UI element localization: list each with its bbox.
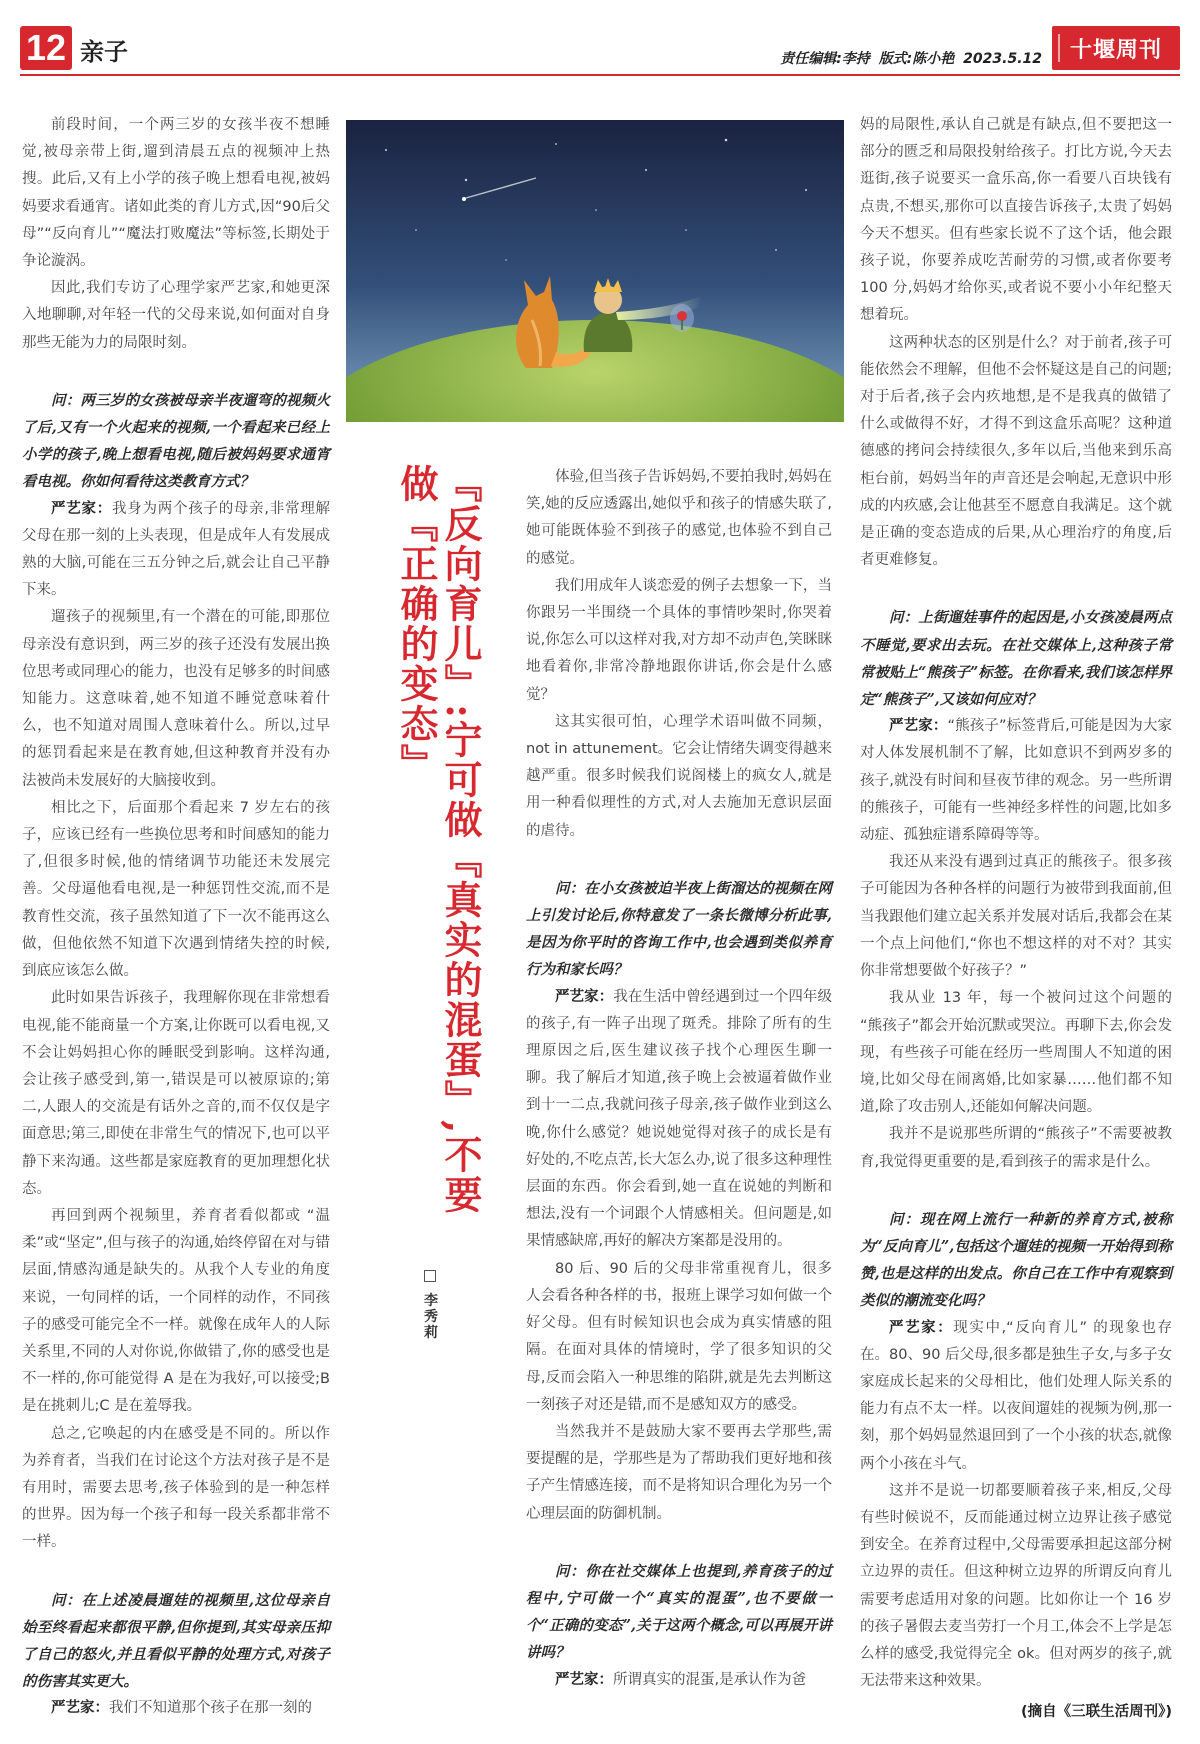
rose-figure — [670, 304, 694, 332]
interview-question: 问：上街遛娃事件的起因是,小女孩凌晨两点不睡觉,要求出去玩。在社交媒体上,这种孩子常常被贴上“熊孩子”标签。在你看来,我们该怎样界定“熊孩子”,又该如何应对？ — [860, 609, 1172, 709]
editor-label: 责任编辑:李持 — [780, 51, 870, 67]
source-credit: (摘自《三联生活周刊》) — [1020, 1704, 1172, 1721]
speaker-label: 严艺家： — [555, 1671, 613, 1688]
section-title: 亲子 — [80, 38, 128, 66]
interview-answer — [526, 984, 832, 1256]
interview-answer — [22, 496, 330, 605]
answer-text: 所谓真实的混蛋,是承认作为爸 — [613, 1671, 807, 1688]
answer-text: “熊孩子”标签背后,可能是因为大家对人体发展机制不了解，比如意识不到两岁多的孩子,就没有时间和昼夜节律的观念。另一些所谓的熊孩子，可能有一些神经多样性的问题,比如多动症、孤独症谱系障碍等等。 — [860, 718, 1173, 844]
interview-answer — [22, 1695, 330, 1722]
speaker-label: 严艺家： — [555, 988, 614, 1005]
body-paragraph: 因此,我们专访了心理学家严艺家,和她更深入地聊聊,对年轻一代的父母来说,如何面对自身那些无能为力的局限时刻。 — [22, 280, 330, 351]
body-paragraph: 再回到两个视频里，养育者看似都或 “温柔”或“坚定”,但与孩子的沟通,始终停留在对与错层面,情感沟通是缺失的。从我个人专业的角度来说，一句同样的话，一个同样的动作，不同孩子的感受可能完全不一样。就像在成年人的人际关系里,不同的人对你说,你做错了,你的感受也是不一样的,你可能觉得 A 是在为我好,可以接受;B 是在挑刺儿;C 是在羞辱我。 — [22, 1207, 330, 1415]
answer-text: 现实中,“反向育儿” 的现象也存在。80、90 后父母,很多都是独生子女,与多子女家庭成长起来的父母相比，他们处理人际关系的能力有点不太一样。以夜间遛娃的视频为例,那一刻，那个妈妈显然退回到了一个小孩的状态,就像两个小孩在斗气。 — [860, 1319, 1172, 1472]
speaker-label: 严艺家： — [889, 1319, 954, 1336]
article-column-2 — [526, 464, 832, 1694]
masthead-title: 十堰周刊 — [1069, 36, 1162, 63]
body-paragraph: 遛孩子的视频里,有一个潜在的可能,即那位母亲没有意识到，两三岁的孩子还没有发展出换位思考或同理心的能力，也没有足够多的时间感知能力。这意味着,她不知道不睡觉意味着什么，也不知道对周围人意味着什么。所以,过早的惩罚看起来是在教育她,但这种教育并没有办法被尚未发展好的大脑接收到。 — [22, 609, 330, 789]
speaker-label: 严艺家： — [889, 718, 948, 735]
issue-date: 2023.5.12 — [963, 51, 1042, 67]
page-header — [20, 26, 1180, 72]
body-paragraph: 80 后、90 后的父母非常重视育儿，很多人会看各种各样的书，报班上课学习如何做一个好父母。但有时候知识也会成为真实情感的阻隔。在面对具体的情境时，学了很多知识的父母,反而会陷入一种思维的陷阱,就是先去判断这一刻孩子对还是错,而不是感知双方的感受。 — [526, 1260, 832, 1413]
article-column-3 — [860, 112, 1172, 1727]
body-paragraph: 这并不是说一切都要顺着孩子来,相反,父母有些时候说不，反而能通过树立边界让孩子感觉到安全。在养育过程中,父母需要承担起这部分树立边界的责任。但这种树立边界的所谓反向育儿需要考虑适用对象的问题。比如你让一个 16 岁的孩子暑假去麦当劳打一个月工,体会不上学是怎么样的感受,我觉得完全 ok。但对两岁的孩子,就无法带来这种效果。 — [860, 1482, 1172, 1690]
page-number: 12 — [20, 26, 72, 70]
body-paragraph: 相比之下，后面那个看起来 7 岁左右的孩子，应该已经有一些换位思考和时间感知的能力了,但很多时候,他的情绪调节功能还未发展完善。父母逼他看电视,是一种惩罚性交流,而不是教育性交流，孩子虽然知道了下一次不能再这么做，但他依然不知道下次遇到情绪失控的时候,到底应该怎么做。 — [22, 799, 330, 980]
body-paragraph: 这两种状态的区别是什么？对于前者,孩子可能依然会不理解，但他不会怀疑这是自己的问题;对于后者,孩子会内疚地想,是不是我真的做错了什么或做得不好，才得不到这盒乐高呢？这种道德感的拷问会持续很久,多年以后,当他来到乐高柜台前，妈妈当年的声音还是会响起,无意识中形成的内疚感,会让他甚至不愿意自我满足。这个就是正确的变态造成的后果,从心理治疗的角度,后者更难修复。 — [860, 334, 1172, 569]
interview-answer — [526, 1667, 832, 1694]
body-paragraph: 妈的局限性,承认自己就是有缺点,但不要把这一部分的匮乏和局限投射给孩子。打比方说,今天去逛街,孩子说要买一盒乐高,你一看要八百块钱有点贵,不想买,那你可以直接告诉孩子,太贵了妈妈今天不想买。但有些家长说不了这个话，他会跟孩子说，你要养成吃苦耐劳的习惯,或者你要考 100 分,妈妈才给你买,或者说不要小小年纪整天想着玩。 — [860, 117, 1172, 324]
interview-question: 问：两三岁的女孩被母亲半夜遛弯的视频火了后,又有一个火起来的视频,一个看起来已经上小学的孩子,晚上想看电视,随后被妈妈要求通宵看电视。你如何看待这类教育方式？ — [22, 391, 330, 491]
header-divider — [20, 74, 1180, 76]
body-paragraph: 体验,但当孩子告诉妈妈,不要拍我时,妈妈在笑,她的反应透露出,她似乎和孩子的情感失联了,她可能既体验不到孩子的感觉,也体验不到自己的感觉。 — [526, 469, 832, 567]
article-title: 『反向育儿』:宁可做『真实的混蛋』,不要做『正确的变态』 — [394, 464, 483, 1216]
interview-question: 问：你在社交媒体上也提到,养育孩子的过程中,宁可做一个“真实的混蛋”,也不要做一个“正确的变态”,关于这两个概念,可以再展开讲讲吗？ — [526, 1562, 832, 1662]
article-title-block — [394, 464, 500, 1244]
answer-text: 我们不知道那个孩子在那一刻的 — [109, 1700, 312, 1717]
illustration-fox-prince — [346, 120, 844, 422]
body-paragraph: 前段时间，一个两三岁的女孩半夜不想睡觉,被母亲带上街,遛到清晨五点的视频冲上热搜。此后,又有上小学的孩子晚上想看电视,被妈妈要求看通宵。诸如此类的育儿方式,因“90后父母”“反向育儿”“魔法打败魔法”等标签,长期处于争论漩涡。 — [22, 117, 330, 270]
editor-credits — [776, 48, 1042, 68]
author-name: 李秀莉 — [422, 1292, 438, 1341]
body-paragraph: 我从业 13 年，每一个被问过这个问题的 “熊孩子”都会开始沉默或哭泣。再聊下去,你会发现，有些孩子可能在经历一些周围人不知道的困境,比如父母在闹离婚,比如家暴……他们都不知道,除了攻击别人,还能如何解决问题。 — [860, 990, 1172, 1116]
masthead-logo — [1052, 26, 1180, 70]
interview-question: 问：在上述凌晨遛娃的视频里,这位母亲自始至终看起来都很平静,但你提到,其实母亲压抑了自己的怒火,并且看似平静的处理方式,对孩子的伤害其实更大。 — [22, 1591, 330, 1691]
answer-text: 我在生活中曾经遇到过一个四年级的孩子,有一阵子出现了斑秃。排除了所有的生理原因之后,医生建议孩子找个心理医生聊一聊。我了解后才知道,孩子晚上会被逼着做作业到十一二点,我就问孩子母亲,孩子做作业到这么晚,你什么感觉？她说她觉得对孩子的成长是有好处的,不吃点苦,长大怎么办,说了很多这种理性层面的东西。你会看到,她一直在说她的判断和想法,没有一个词跟个人情感相关。但问题是,如果情感缺席,再好的解决方案都是没用的。 — [526, 988, 833, 1250]
answer-text: 我身为两个孩子的母亲,非常理解父母在那一刻的上头表现，但是成年人有发展成熟的大脑,可能在三五分钟之后,就会让自己平静下来。 — [22, 500, 331, 599]
speaker-label: 严艺家： — [51, 1700, 109, 1717]
body-paragraph: 我还从来没有遇到过真正的熊孩子。很多孩子可能因为各种各样的问题行为被带到我面前,但当我跟他们建立起关系并发展对话后,我都会在某一个点上问他们,“你也不想这样的对不对？其实你非常想要做个好孩子？” — [860, 854, 1172, 980]
layout-label: 版式:陈小艳 — [878, 51, 955, 67]
article-column-1 — [22, 112, 330, 1723]
interview-answer — [860, 713, 1172, 849]
author-square-icon — [424, 1270, 436, 1282]
body-paragraph: 我们用成年人谈恋爱的例子去想象一下，当你跟另一半围绕一个具体的事情吵架时,你哭着说,你怎么可以这样对我,对方却不动声色,笑眯眯地看着你,非常冷静地跟你讲话,你会是什么感觉？ — [526, 577, 832, 703]
body-paragraph: 总之,它唤起的内在感受是不同的。所以作为养育者，当我们在讨论这个方法对孩子是不是有用时，需要去思考,孩子体验到的是一种怎样的世界。因为每一个孩子和每一段关系都非常不一样。 — [22, 1425, 330, 1551]
speaker-label: 严艺家： — [51, 500, 112, 517]
body-paragraph: 这其实很可怕，心理学术语叫做不同频，not in attunement。它会让情绪失调变得越来越严重。很多时候我们说阁楼上的疯女人,就是用一种看似理性的方式,对人去施加无意识层面的虐待。 — [526, 713, 832, 839]
body-paragraph: 此时如果告诉孩子，我理解你现在非常想看电视,能不能商量一个方案,让你既可以看电视,又不会让妈妈担心你的睡眠受到影响。这样沟通,会让孩子感受到,第一,错误是可以被原谅的;第二,人跟人的交流是有话外之音的,而不仅仅是字面意思;第三,即使在非常生气的情况下,也可以平静下来沟通。这些都是家庭教育的更加理想化状态。 — [22, 990, 330, 1197]
body-paragraph: 当然我并不是鼓励大家不要再去学那些,需要提醒的是，学那些是为了帮助我们更好地和孩子产生情感连接，而不是将知识合理化为另一个心理层面的防御机制。 — [526, 1423, 832, 1522]
body-paragraph: 我并不是说那些所谓的“熊孩子”不需要被教育,我觉得更重要的是,看到孩子的需求是什么。 — [860, 1126, 1172, 1170]
interview-question: 问：现在网上流行一种新的养育方式,被称为“反向育儿”,包括这个遛娃的视频一开始得到称赞,也是这样的出发点。你自己在工作中有观察到类似的潮流变化吗？ — [860, 1210, 1172, 1310]
interview-answer — [860, 1315, 1172, 1478]
author-byline — [420, 1270, 440, 1341]
interview-question: 问：在小女孩被迫半夜上街溜达的视频在网上引发讨论后,你特意发了一条长微博分析此事,是因为你平时的咨询工作中,也会遇到类似养育行为和家长吗？ — [526, 879, 832, 979]
